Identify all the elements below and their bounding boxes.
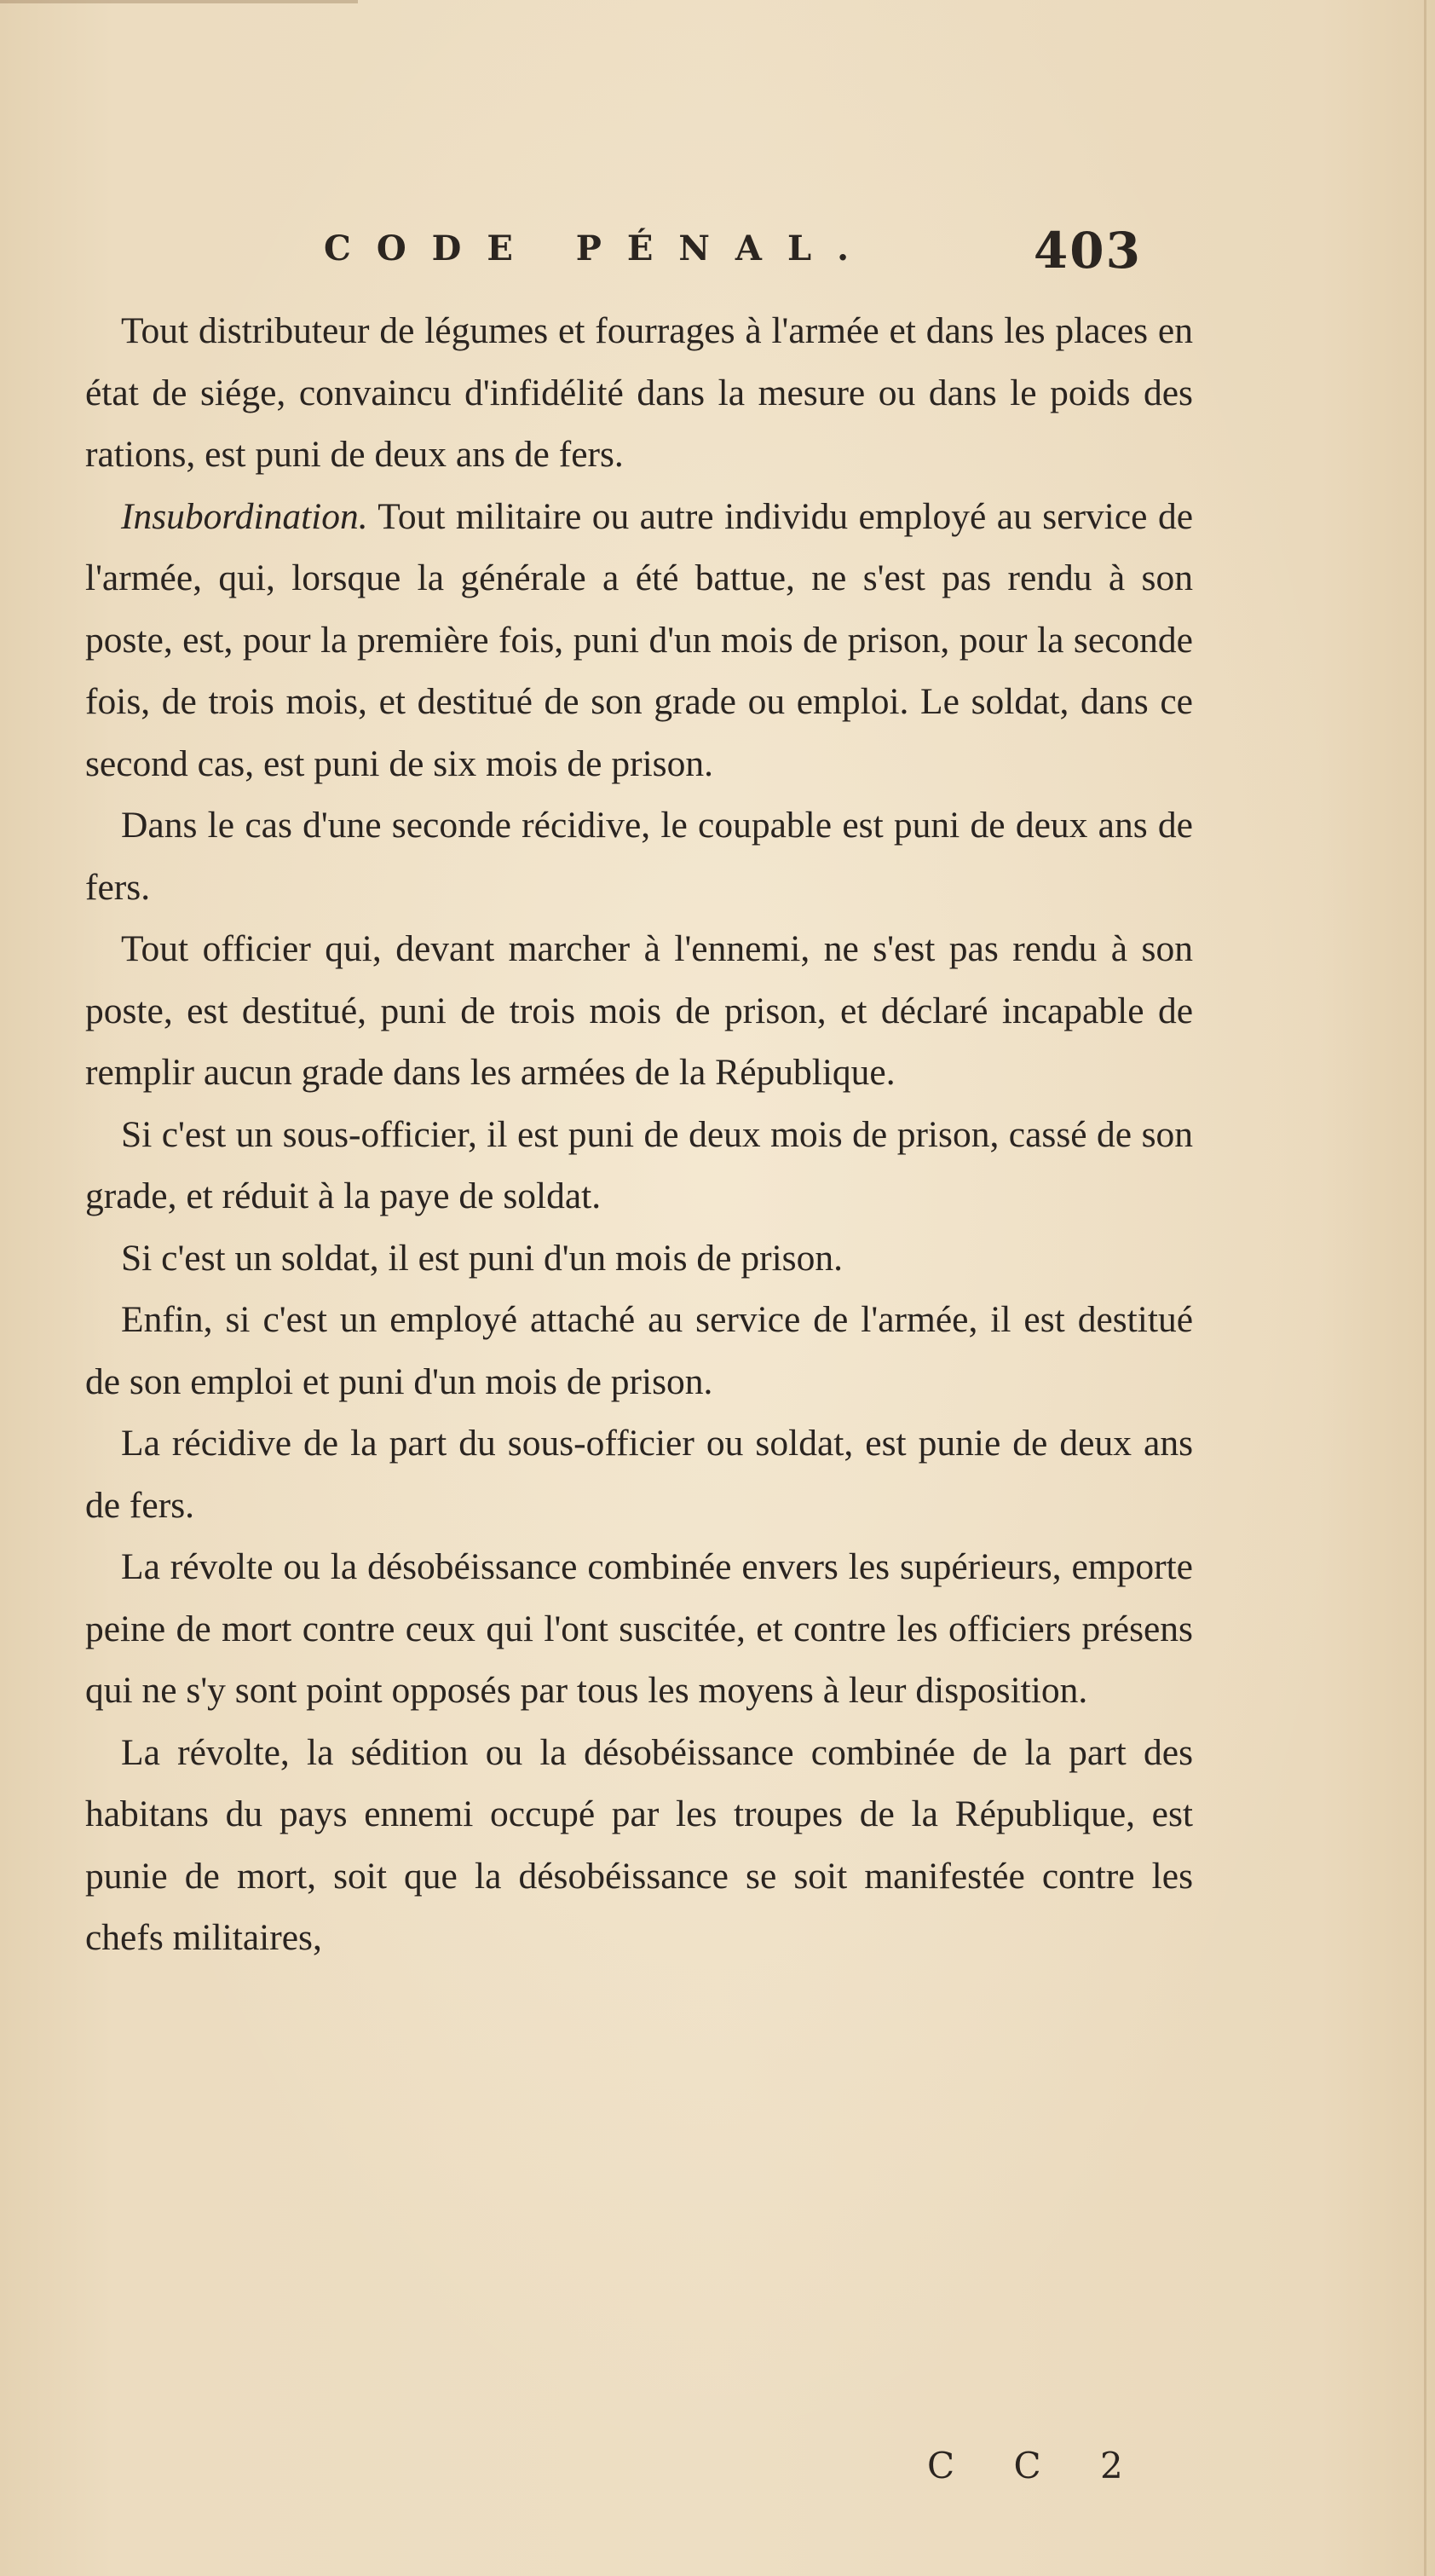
paragraph (85, 1289, 1193, 1412)
paragraph-text: Tout distributeur de légumes et fourrages à l'armée et dans les places en état de siége, convaincu d'infidélité dans la mesure ou dans le poids des rations, est puni de deux ans de fers. (85, 310, 1193, 475)
page-top-edge (0, 0, 358, 3)
running-head (324, 222, 1142, 288)
paragraph (85, 1536, 1193, 1722)
paragraph-text: Enfin, si c'est un employé attaché au service de l'armée, il est destitué de son emploi et puni d'un mois de prison. (85, 1299, 1193, 1402)
running-title: CODE PÉNAL. (324, 228, 874, 269)
signature-mark: C C 2 (927, 2445, 1147, 2486)
paragraph (85, 794, 1193, 918)
body-text (85, 300, 1193, 1969)
paragraph (85, 1412, 1193, 1536)
paragraph (85, 1722, 1193, 1969)
page-number: 403 (1033, 222, 1142, 280)
paragraph-text: Dans le cas d'une seconde récidive, le coupable est puni de deux ans de fers. (85, 805, 1193, 908)
paragraph-text: La révolte, la sédition ou la désobéissance combinée de la part des habitans du pays ennemi occupé par les troupes de la République, est punie de mort, soit que la désobéissance se soit manifestée contre les chefs militaires, (85, 1731, 1193, 1958)
paragraph-text: Si c'est un sous-officier, il est puni de deux mois de prison, cassé de son grade, et réduit à la paye de soldat. (85, 1113, 1193, 1216)
paragraph-text: Tout militaire ou autre individu employé au service de l'armée, qui, lorsque la générale a été battue, ne s'est pas rendu à son poste, est, pour la première fois, puni d'un mois de prison, pour la seconde fois, de trois mois, et destitué de son grade ou emploi. Le soldat, dans ce second cas, est puni de six mois de prison. (85, 495, 1193, 784)
page-right-edge (1424, 0, 1426, 2576)
paragraph-text: Si c'est un soldat, il est puni d'un mois de prison. (121, 1237, 843, 1279)
paragraph-text: La récidive de la part du sous-officier ou soldat, est punie de deux ans de fers. (85, 1423, 1193, 1526)
paragraph (85, 1104, 1193, 1227)
paragraph (85, 918, 1193, 1104)
paragraph-text: Tout officier qui, devant marcher à l'ennemi, ne s'est pas rendu à son poste, est destitué, puni de trois mois de prison, et déclaré incapable de remplir aucun grade dans les armées de la République. (85, 928, 1193, 1093)
marginal-heading: Insubordination. (121, 495, 368, 537)
paragraph (85, 300, 1193, 486)
paragraph (85, 1227, 1193, 1290)
paragraph-text: La révolte ou la désobéissance combinée envers les supérieurs, emporte peine de mort contre ceux qui l'ont suscitée, et contre les officiers présens qui ne s'y sont point opposés par tous les moyens à leur disposition. (85, 1546, 1193, 1711)
paragraph (85, 486, 1193, 795)
